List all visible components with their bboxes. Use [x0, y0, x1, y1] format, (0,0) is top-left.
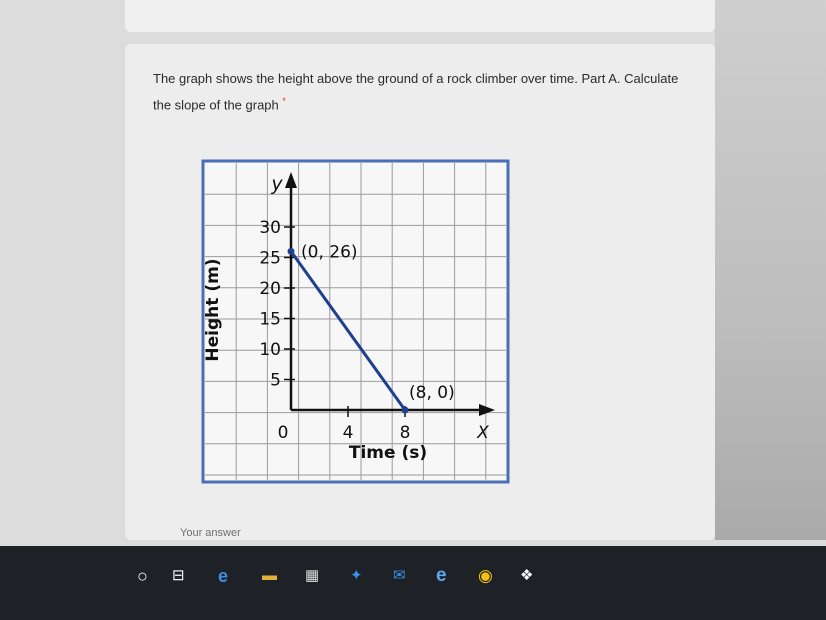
data-point [288, 248, 295, 255]
y-tick-label: 30 [259, 218, 281, 238]
graph-frame [203, 161, 508, 482]
question-title: The graph shows the height above the ground of a rock climber over time. Part A. Calculate the slope of the graph [153, 71, 679, 113]
x-tick-label: 0 [277, 423, 289, 443]
point-label: (0, 26) [301, 242, 358, 263]
edge-icon[interactable]: e [218, 566, 229, 586]
x-tick-label: 8 [399, 423, 411, 443]
y-tick-label: 5 [270, 370, 281, 391]
sling-icon[interactable]: ✦ [350, 567, 363, 584]
y-axis-label: Height (m) [203, 258, 223, 362]
x-axis-label: Time (s) [348, 443, 428, 463]
task-view-icon[interactable]: ⊟ [172, 567, 185, 584]
y-tick-label: 25 [259, 248, 281, 269]
mail-icon[interactable]: ✉ [393, 567, 406, 584]
y-tick-label: 15 [259, 309, 281, 330]
x-axis-letter: X [477, 423, 489, 443]
file-explorer-icon[interactable]: ▬ [262, 567, 277, 584]
store-icon[interactable]: ▦ [305, 567, 320, 584]
y-tick-label: 20 [259, 279, 281, 299]
y-tick-label: 10 [259, 340, 281, 360]
ie-icon[interactable]: e [436, 565, 447, 586]
your-answer-label: Your answer [180, 527, 241, 539]
chrome-icon[interactable]: ◉ [478, 566, 493, 585]
start-icon[interactable]: ○ [137, 566, 148, 586]
dropbox-icon[interactable]: ❖ [520, 567, 534, 584]
x-tick-label: 4 [342, 423, 354, 443]
y-axis-letter: y [271, 173, 283, 195]
taskbar [0, 546, 826, 620]
required-mark: * [282, 96, 286, 106]
point-label: (8, 0) [409, 383, 455, 403]
data-point [402, 407, 409, 414]
